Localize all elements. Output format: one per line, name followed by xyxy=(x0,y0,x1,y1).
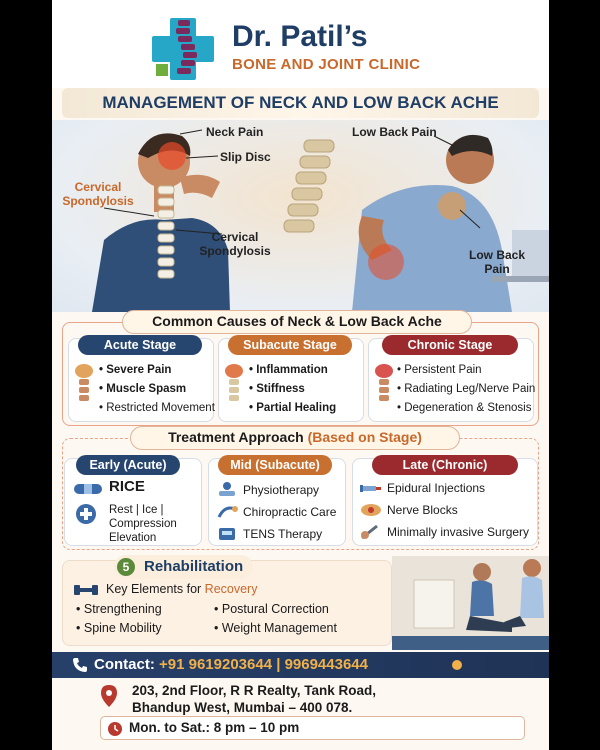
brand-name: Dr. Patil’s xyxy=(232,20,368,53)
hero-artwork xyxy=(52,120,549,312)
contact-phones[interactable]: +91 9619203644 | 9969443644 xyxy=(159,656,368,673)
cervical-spine-icon xyxy=(73,363,95,403)
acute-stage-list xyxy=(99,361,215,418)
rehab-item: • Weight Management xyxy=(214,619,337,638)
rehab-item: • Strengthening xyxy=(76,600,162,619)
poster xyxy=(52,0,549,750)
label-low-back-pain-top: Low Back Pain xyxy=(352,125,437,139)
late-item: Epidural Injections xyxy=(387,481,486,495)
acute-item: • Muscle Spasm xyxy=(99,380,215,399)
rehab-key-accent: Recovery xyxy=(204,582,258,596)
bandage-icon xyxy=(73,481,103,497)
label-cervical-spondylosis-left: Cervical Spondylosis xyxy=(62,180,134,208)
subacute-stage-label: Subacute Stage xyxy=(228,335,352,355)
rice-label: RICE xyxy=(109,478,145,495)
address: 203, 2nd Floor, R R Realty, Tank Road, Bhandup West, Mumbai – 400 078. xyxy=(132,683,377,715)
mid-treatment-label: Mid (Subacute) xyxy=(218,455,332,475)
disc-inflammation-icon xyxy=(223,363,245,403)
dumbbell-icon xyxy=(72,583,100,597)
rehab-heading xyxy=(114,555,253,579)
page-title: MANAGEMENT OF NECK AND LOW BACK ACHE xyxy=(102,93,499,112)
rehab-key-elements xyxy=(106,582,257,596)
label-slip-disc: Slip Disc xyxy=(220,150,271,164)
causes-heading: Common Causes of Neck & Low Back Ache xyxy=(122,310,472,334)
degeneration-icon xyxy=(373,363,395,403)
injection-icon xyxy=(359,479,383,497)
contact-text xyxy=(94,656,368,673)
chronic-item: • Degeneration & Stenosis xyxy=(397,399,535,418)
rehab-item: • Spine Mobility xyxy=(76,619,162,638)
mid-item: TENS Therapy xyxy=(243,527,323,541)
clock-icon xyxy=(107,721,123,737)
title-bar xyxy=(62,88,539,118)
label-cervical-spondylosis-center: Cervical Spondylosis xyxy=(199,230,271,258)
late-treatment-label: Late (Chronic) xyxy=(372,455,518,475)
acute-item: • Severe Pain xyxy=(99,361,215,380)
chronic-stage-label: Chronic Stage xyxy=(382,335,518,355)
subacute-stage-list xyxy=(249,361,336,418)
physiotherapy-icon xyxy=(215,481,239,499)
late-item: Minimally invasive Surgery xyxy=(387,525,530,539)
treatment-heading xyxy=(130,426,460,450)
location-pin-icon xyxy=(100,684,118,708)
mid-item: Chiropractic Care xyxy=(243,505,337,519)
rehab-list-right xyxy=(214,600,337,638)
early-treatment-label: Early (Acute) xyxy=(76,455,180,475)
label-neck-pain: Neck Pain xyxy=(206,125,264,139)
phone-icon xyxy=(72,657,88,673)
contact-label: Contact: xyxy=(94,656,155,673)
mid-item: Physiotherapy xyxy=(243,483,320,497)
rehab-title: Rehabilitation xyxy=(144,558,244,575)
subacute-item: • Inflammation xyxy=(249,361,336,380)
hero-illustration xyxy=(52,120,549,312)
chronic-item: • Persistent Pain xyxy=(397,361,535,380)
hours-text: Mon. to Sat.: 8 pm – 10 pm xyxy=(129,720,300,735)
contact-bar xyxy=(52,652,549,678)
rehab-item: • Postural Correction xyxy=(214,600,337,619)
nerve-block-icon xyxy=(359,501,383,519)
chronic-item: • Radiating Leg/Nerve Pain xyxy=(397,380,535,399)
chronic-stage-list xyxy=(397,361,535,418)
medical-cross-icon xyxy=(75,503,97,525)
rehab-number-badge: 5 xyxy=(117,558,135,576)
surgery-icon xyxy=(359,523,383,541)
treatment-heading-main: Treatment Approach xyxy=(168,429,304,445)
spine-cross-logo xyxy=(148,14,220,84)
accent-dot xyxy=(452,660,462,670)
acute-item: • Restricted Movement xyxy=(99,399,215,418)
tens-device-icon xyxy=(215,525,239,543)
late-item: Nerve Blocks xyxy=(387,503,458,517)
hours-box xyxy=(100,716,525,740)
subacute-item: • Partial Healing xyxy=(249,399,336,418)
acute-stage-label: Acute Stage xyxy=(78,335,202,355)
brand-subtitle: BONE AND JOINT CLINIC xyxy=(232,56,421,73)
rehab-session-illustration xyxy=(392,556,549,650)
header xyxy=(52,0,549,88)
label-low-back-pain-right: Low Back Pain xyxy=(468,248,525,276)
rehab-key-label: Key Elements for xyxy=(106,582,202,596)
subacute-item: • Stiffness xyxy=(249,380,336,399)
rehab-list-left xyxy=(76,600,162,638)
chiropractic-icon xyxy=(215,503,239,521)
treatment-heading-accent: (Based on Stage) xyxy=(307,429,422,445)
rice-detail: Rest | Ice | Compression Elevation xyxy=(109,504,177,544)
